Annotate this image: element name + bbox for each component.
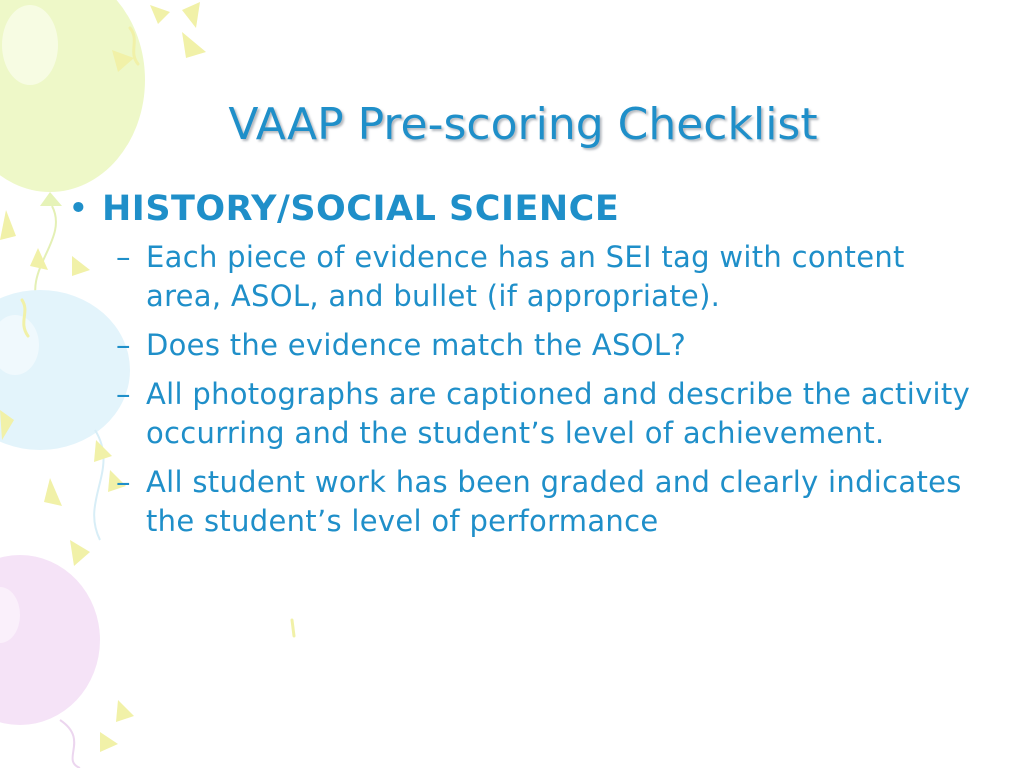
slide-content xyxy=(68,184,988,551)
heading-bullet xyxy=(68,184,988,234)
checklist-item-text: All student work has been graded and clearly indicates the student’s level of performance xyxy=(146,465,962,538)
checklist-item xyxy=(116,463,988,541)
dash-glyph: – xyxy=(116,240,131,274)
section-heading: HISTORY/SOCIAL SCIENCE xyxy=(102,189,620,229)
slide-title: VAAP Pre-scoring Checklist xyxy=(228,99,818,150)
checklist xyxy=(68,238,988,541)
checklist-item-text: Does the evidence match the ASOL? xyxy=(146,328,687,362)
checklist-item xyxy=(116,326,988,365)
dash-glyph: – xyxy=(116,328,131,362)
checklist-item-text: All photographs are captioned and describe the activity occurring and the student’s level of achievement. xyxy=(146,377,971,450)
checklist-item-text: Each piece of evidence has an SEI tag with content area, ASOL, and bullet (if appropriate). xyxy=(146,240,905,313)
checklist-item xyxy=(116,375,988,453)
bullet-glyph: • xyxy=(68,189,90,229)
dash-glyph: – xyxy=(116,465,131,499)
purple-balloon xyxy=(0,555,100,768)
checklist-item xyxy=(116,238,988,316)
dash-glyph: – xyxy=(116,377,131,411)
